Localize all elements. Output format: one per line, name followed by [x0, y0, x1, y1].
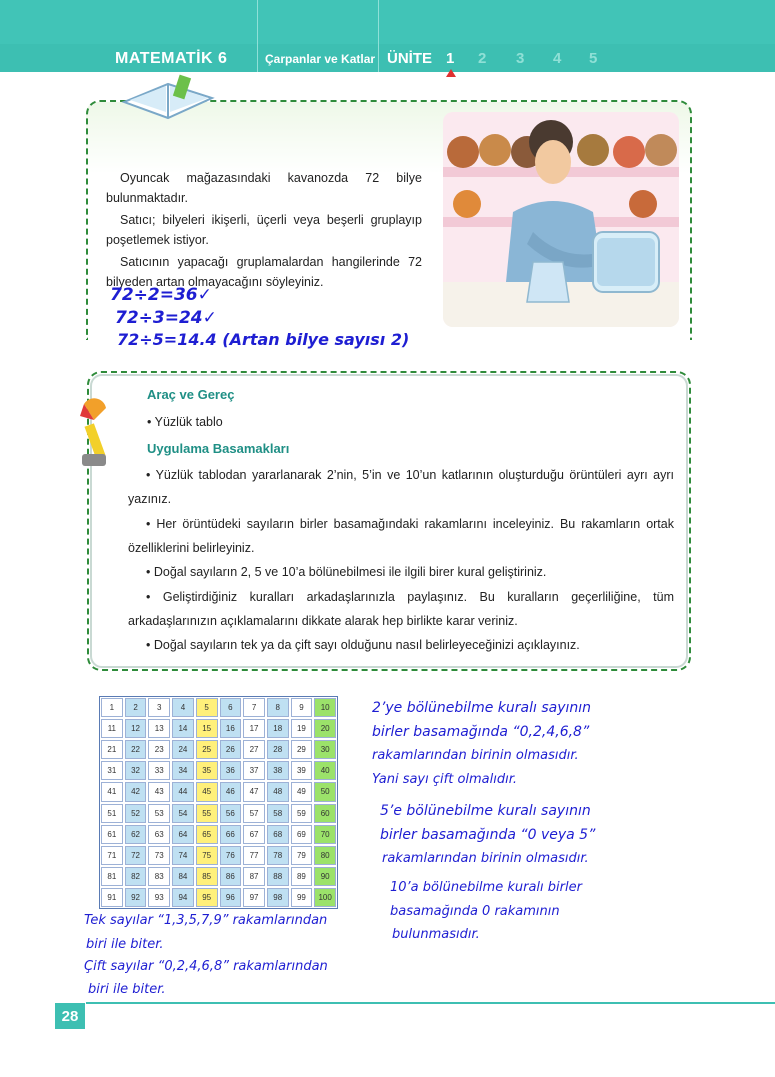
hundreds-chart-cell: 85 — [196, 867, 218, 886]
step-2 — [128, 512, 674, 560]
book-icon — [120, 72, 216, 122]
hundreds-chart-cell: 17 — [243, 719, 265, 738]
hundreds-chart-cell: 76 — [220, 846, 242, 865]
hundreds-chart-cell: 92 — [125, 888, 147, 907]
hundreds-chart-cell: 61 — [101, 825, 123, 844]
hundreds-chart-cell: 29 — [291, 740, 313, 759]
hundreds-chart-cell: 41 — [101, 782, 123, 801]
hundreds-chart-cell: 25 — [196, 740, 218, 759]
hundreds-chart-cell: 60 — [314, 804, 336, 823]
hundreds-chart-cell: 21 — [101, 740, 123, 759]
hundreds-chart-cell: 66 — [220, 825, 242, 844]
hundreds-chart-cell: 28 — [267, 740, 289, 759]
note-line: rakamlarından birinin olmasıdır. — [382, 851, 589, 866]
hundreds-chart-cell: 34 — [172, 761, 194, 780]
hundreds-chart-cell: 20 — [314, 719, 336, 738]
hundreds-chart-cell: 15 — [196, 719, 218, 738]
hundreds-chart-cell: 48 — [267, 782, 289, 801]
header-divider — [257, 0, 258, 72]
book-subject: MATEMATİK 6 — [115, 50, 228, 67]
note-line: biri ile biter. — [88, 982, 166, 997]
unit-label: ÜNİTE — [387, 50, 432, 67]
hundreds-chart-cell: 42 — [125, 782, 147, 801]
hundreds-chart-cell: 52 — [125, 804, 147, 823]
unit-topic: Çarpanlar ve Katlar — [265, 52, 376, 66]
unit-number-3: 3 — [516, 50, 525, 67]
hundreds-chart-cell: 11 — [101, 719, 123, 738]
step-1 — [128, 463, 674, 511]
hundreds-chart-cell: 79 — [291, 846, 313, 865]
header-band — [0, 0, 775, 44]
hundreds-chart-cell: 5 — [196, 698, 218, 717]
handwritten-answer-2: 72÷3=24✓ — [115, 308, 217, 328]
hundreds-chart-cell: 59 — [291, 804, 313, 823]
hundreds-chart-cell: 54 — [172, 804, 194, 823]
hundreds-chart-cell: 69 — [291, 825, 313, 844]
tools-icon — [76, 398, 112, 474]
note-line: rakamlarından birinin olmasıdır. — [372, 748, 579, 763]
hundreds-chart-cell: 83 — [148, 867, 170, 886]
unit-number-4: 4 — [553, 50, 562, 67]
hundreds-chart-cell: 35 — [196, 761, 218, 780]
hundreds-chart-cell: 97 — [243, 888, 265, 907]
hundreds-chart-cell: 22 — [125, 740, 147, 759]
hundreds-chart-cell: 36 — [220, 761, 242, 780]
hundreds-chart-cell: 4 — [172, 698, 194, 717]
hundreds-chart-cell: 67 — [243, 825, 265, 844]
unit-number-2: 2 — [478, 50, 487, 67]
note-line: birler basamağında “0,2,4,6,8” — [372, 724, 590, 740]
step-text: • Geliştirdiğiniz kuralları arkadaşlarınızla paylaşınız. Bu kuralların geçerliliğine, tüm arkadaşlarınızın açıklamalarını dikkate alarak hep birlikte karar veriniz. — [128, 590, 674, 628]
hundreds-chart-cell: 81 — [101, 867, 123, 886]
handwritten-answer-1: 72÷2=36✓ — [110, 285, 212, 305]
note-line: Çift sayılar “0,2,4,6,8” rakamlarından — [84, 959, 328, 974]
step-text: • Yüzlük tablodan yararlanarak 2’nin, 5’in ve 10’un katlarının oluşturduğu örüntüleri ayrı ayrı yazınız. — [128, 468, 674, 506]
hundreds-chart-cell: 80 — [314, 846, 336, 865]
hundreds-chart-cell: 89 — [291, 867, 313, 886]
note-line: 5’e bölünebilme kuralı sayının — [380, 803, 591, 819]
step-text: • Doğal sayıların 2, 5 ve 10’a bölünebilmesi ile ilgili birer kural geliştiriniz. — [146, 565, 547, 579]
hundreds-chart-cell: 3 — [148, 698, 170, 717]
note-line: bulunmasıdır. — [392, 927, 480, 942]
hundreds-chart-cell: 24 — [172, 740, 194, 759]
hundreds-chart-cell: 39 — [291, 761, 313, 780]
step-text: • Doğal sayıların tek ya da çift sayı olduğunu nasıl belirleyeceğinizi açıklayınız. — [146, 638, 580, 652]
hundreds-chart-cell: 84 — [172, 867, 194, 886]
hundreds-chart-cell: 9 — [291, 698, 313, 717]
hundreds-chart-cell: 88 — [267, 867, 289, 886]
hundreds-chart-cell: 38 — [267, 761, 289, 780]
hundreds-chart-cell: 90 — [314, 867, 336, 886]
story-paragraph: Satıcının yapacağı gruplamalardan hangilerinde 72 bilyeden artan olmayacağını söyleyiniz. — [106, 255, 422, 289]
unit-number-5: 5 — [589, 50, 598, 67]
hundreds-chart-cell: 77 — [243, 846, 265, 865]
hundreds-chart-cell: 98 — [267, 888, 289, 907]
hundreds-chart-cell: 51 — [101, 804, 123, 823]
hundreds-chart-cell: 16 — [220, 719, 242, 738]
note-line: Yani sayı çift olmalıdır. — [372, 772, 518, 787]
hundreds-chart-cell: 40 — [314, 761, 336, 780]
hundreds-chart-cell: 32 — [125, 761, 147, 780]
note-line: Tek sayılar “1,3,5,7,9” rakamlarından — [84, 913, 328, 928]
hundreds-chart-cell: 31 — [101, 761, 123, 780]
hundreds-chart-cell: 58 — [267, 804, 289, 823]
hundreds-chart-cell: 78 — [267, 846, 289, 865]
tools-item: • Yüzlük tablo — [147, 415, 223, 429]
step-text: • Her örüntüdeki sayıların birler basamağındaki rakamlarını inceleyiniz. Bu rakamların ortak özelliklerini belirleyiniz. — [128, 517, 674, 555]
note-line: basamağında 0 rakamının — [390, 904, 560, 919]
footer-rule — [86, 1002, 775, 1004]
hundreds-chart-cell: 10 — [314, 698, 336, 717]
hundreds-chart-cell: 56 — [220, 804, 242, 823]
hundreds-chart-cell: 86 — [220, 867, 242, 886]
hundreds-chart-cell: 33 — [148, 761, 170, 780]
note-line: biri ile biter. — [86, 937, 164, 952]
hundreds-chart-cell: 93 — [148, 888, 170, 907]
handwritten-answer-3: 72÷5=14.4 (Artan bilye sayısı 2) — [117, 330, 410, 349]
step-3 — [128, 560, 674, 584]
hundreds-chart-cell: 6 — [220, 698, 242, 717]
hundreds-chart-cell: 99 — [291, 888, 313, 907]
hundreds-chart-cell: 46 — [220, 782, 242, 801]
shopkeeper-illustration — [443, 112, 679, 327]
hundreds-chart-cell: 8 — [267, 698, 289, 717]
page-number: 28 — [55, 1003, 85, 1029]
hundreds-chart-cell: 68 — [267, 825, 289, 844]
hundreds-chart-cell: 44 — [172, 782, 194, 801]
hundreds-chart-cell: 55 — [196, 804, 218, 823]
hundreds-chart-cell: 49 — [291, 782, 313, 801]
step-4 — [128, 585, 674, 633]
hundreds-chart-cell: 82 — [125, 867, 147, 886]
story-paragraph: Oyuncak mağazasındaki kavanozda 72 bilye bulunmaktadır. — [106, 171, 422, 205]
hundreds-chart-cell: 95 — [196, 888, 218, 907]
hundreds-chart-cell: 65 — [196, 825, 218, 844]
steps-heading: Uygulama Basamakları — [147, 441, 290, 456]
hundreds-chart-cell: 18 — [267, 719, 289, 738]
hundreds-chart-cell: 91 — [101, 888, 123, 907]
hundreds-chart-cell: 96 — [220, 888, 242, 907]
hundreds-chart-cell: 26 — [220, 740, 242, 759]
hundreds-chart-cell: 74 — [172, 846, 194, 865]
hundreds-chart-cell: 57 — [243, 804, 265, 823]
hundreds-chart-cell: 2 — [125, 698, 147, 717]
story-paragraph: Satıcı; bilyeleri ikişerli, üçerli veya beşerli gruplayıp poşetlemek istiyor. — [106, 213, 422, 247]
hundreds-chart-cell: 87 — [243, 867, 265, 886]
unit-number-1: 1 — [446, 50, 455, 67]
hundreds-chart-cell: 14 — [172, 719, 194, 738]
hundreds-chart-cell: 71 — [101, 846, 123, 865]
step-5 — [128, 633, 674, 657]
hundreds-chart-cell: 27 — [243, 740, 265, 759]
hundreds-chart-cell: 23 — [148, 740, 170, 759]
note-line: 2’ye bölünebilme kuralı sayının — [372, 700, 592, 716]
story-text — [106, 168, 422, 294]
page-header — [0, 0, 775, 72]
hundreds-chart-cell: 100 — [314, 888, 336, 907]
hundreds-chart-cell: 72 — [125, 846, 147, 865]
hundreds-chart-cell: 12 — [125, 719, 147, 738]
hundreds-chart-cell: 62 — [125, 825, 147, 844]
hundreds-chart-cell: 73 — [148, 846, 170, 865]
hundreds-chart-cell: 19 — [291, 719, 313, 738]
hundreds-chart-cell: 64 — [172, 825, 194, 844]
note-line: birler basamağında “0 veya 5” — [380, 827, 596, 843]
hundreds-chart-cell: 50 — [314, 782, 336, 801]
hundreds-chart-cell: 7 — [243, 698, 265, 717]
hundreds-chart — [99, 696, 338, 909]
hundreds-chart-cell: 70 — [314, 825, 336, 844]
hundreds-chart-cell: 63 — [148, 825, 170, 844]
hundreds-chart-cell: 53 — [148, 804, 170, 823]
hundreds-chart-cell: 75 — [196, 846, 218, 865]
hundreds-chart-cell: 1 — [101, 698, 123, 717]
tools-heading: Araç ve Gereç — [147, 387, 235, 402]
hundreds-chart-cell: 45 — [196, 782, 218, 801]
header-divider — [378, 0, 379, 72]
active-unit-marker — [446, 69, 456, 77]
hundreds-chart-cell: 47 — [243, 782, 265, 801]
note-line: 10’a bölünebilme kuralı birler — [390, 880, 582, 895]
hundreds-chart-cell: 13 — [148, 719, 170, 738]
hundreds-chart-cell: 30 — [314, 740, 336, 759]
hundreds-chart-cell: 37 — [243, 761, 265, 780]
hundreds-chart-cell: 94 — [172, 888, 194, 907]
hundreds-chart-cell: 43 — [148, 782, 170, 801]
